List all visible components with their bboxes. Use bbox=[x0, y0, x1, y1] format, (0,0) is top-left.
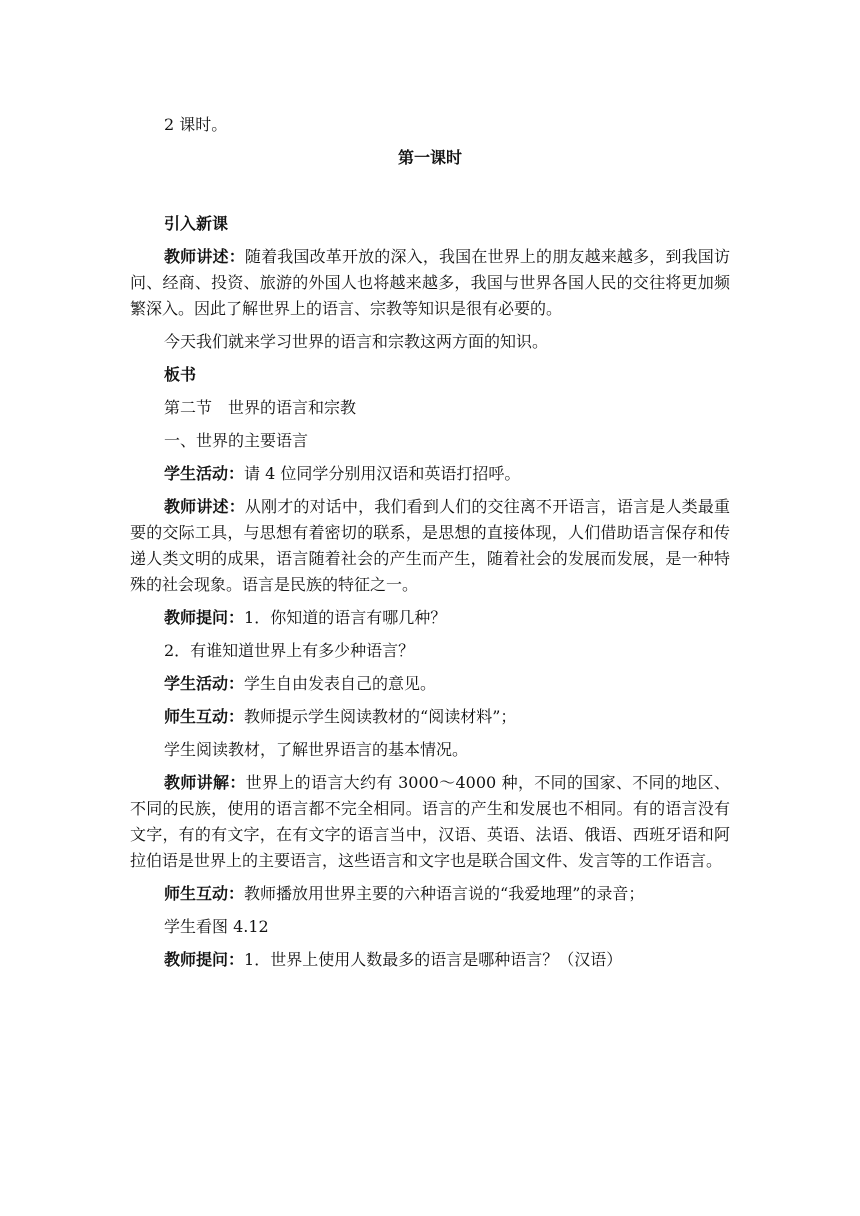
paragraph-student-activity-1 bbox=[130, 457, 730, 490]
lesson-count-line: 2 课时。 bbox=[164, 115, 228, 134]
speaker-label: 教师讲解： bbox=[164, 773, 246, 792]
board-heading: 板书 bbox=[164, 365, 197, 384]
paragraph-teacher-narration-1 bbox=[130, 240, 730, 325]
paragraph-text: 学生自由发表自己的意见。 bbox=[244, 674, 437, 693]
paragraph-question-2: 2．有谁知道世界上有多少种语言？ bbox=[164, 641, 415, 660]
section-heading: 第二节 世界的语言和宗教 bbox=[164, 398, 357, 417]
paragraph-text: 请 4 位同学分别用汉语和英语打招呼。 bbox=[244, 464, 521, 483]
speaker-label: 师生互动： bbox=[164, 707, 245, 726]
speaker-label: 学生活动： bbox=[164, 674, 245, 693]
paragraph-student-activity-2 bbox=[130, 667, 730, 700]
paragraph-teacher-question-1 bbox=[130, 601, 730, 634]
paragraph-interaction-2 bbox=[130, 877, 730, 910]
paragraph-today-topic: 今天我们就来学习世界的语言和宗教这两方面的知识。 bbox=[164, 332, 549, 351]
document-body bbox=[130, 108, 730, 976]
speaker-label: 教师提问： bbox=[164, 950, 245, 969]
paragraph-text: 1．你知道的语言有哪几种？ bbox=[244, 608, 447, 627]
paragraph-text: 1．世界上使用人数最多的语言是哪种语言？（汉语） bbox=[244, 950, 623, 969]
subsection-heading: 一、世界的主要语言 bbox=[164, 431, 309, 450]
paragraph-interaction-1 bbox=[130, 700, 730, 733]
paragraph-teacher-question-2 bbox=[130, 943, 730, 976]
paragraph-text: 随着我国改革开放的深入，我国在世界上的朋友越来越多，到我国访问、经商、投资、旅游的外国人也将越来越多，我国与世界各国人民的交往将更加频繁深入。因此了解世界上的语言、宗教等知识是很有必要的。 bbox=[130, 247, 730, 318]
paragraph-student-reading: 学生阅读教材，了解世界语言的基本情况。 bbox=[164, 740, 469, 759]
speaker-label: 教师提问： bbox=[164, 608, 245, 627]
speaker-label: 学生活动： bbox=[164, 464, 245, 483]
paragraph-teacher-narration-2 bbox=[130, 490, 730, 601]
lesson-title: 第一课时 bbox=[397, 148, 462, 167]
intro-heading: 引入新课 bbox=[164, 214, 229, 233]
paragraph-text: 世界上的语言大约有 3000～4000 种，不同的国家、不同的地区、不同的民族，使用的语言都不完全相同。语言的产生和发展也不相同。有的语言没有文字，有的有文字，在有文字的语言当中，汉语、英语、法语、俄语、西班牙语和阿拉伯语是世界上的主要语言，这些语言和文字也是联合国文件、发言等的工作语言。 bbox=[130, 773, 730, 870]
paragraph-student-figure: 学生看图 4.12 bbox=[164, 917, 269, 936]
paragraph-text: 教师提示学生阅读教材的“阅读材料”； bbox=[244, 707, 517, 726]
paragraph-text: 教师播放用世界主要的六种语言说的“我爱地理”的录音； bbox=[244, 884, 645, 903]
paragraph-text: 从刚才的对话中，我们看到人们的交往离不开语言，语言是人类最重要的交际工具，与思想有着密切的联系，是思想的直接体现，人们借助语言保存和传递人类文明的成果，语言随着社会的产生而产生，随着社会的发展而发展，是一种特殊的社会现象。语言是民族的特征之一。 bbox=[130, 497, 730, 594]
speaker-label: 师生互动： bbox=[164, 884, 245, 903]
speaker-label: 教师讲述： bbox=[164, 247, 245, 266]
paragraph-teacher-explanation bbox=[130, 766, 730, 877]
speaker-label: 教师讲述： bbox=[164, 497, 245, 516]
